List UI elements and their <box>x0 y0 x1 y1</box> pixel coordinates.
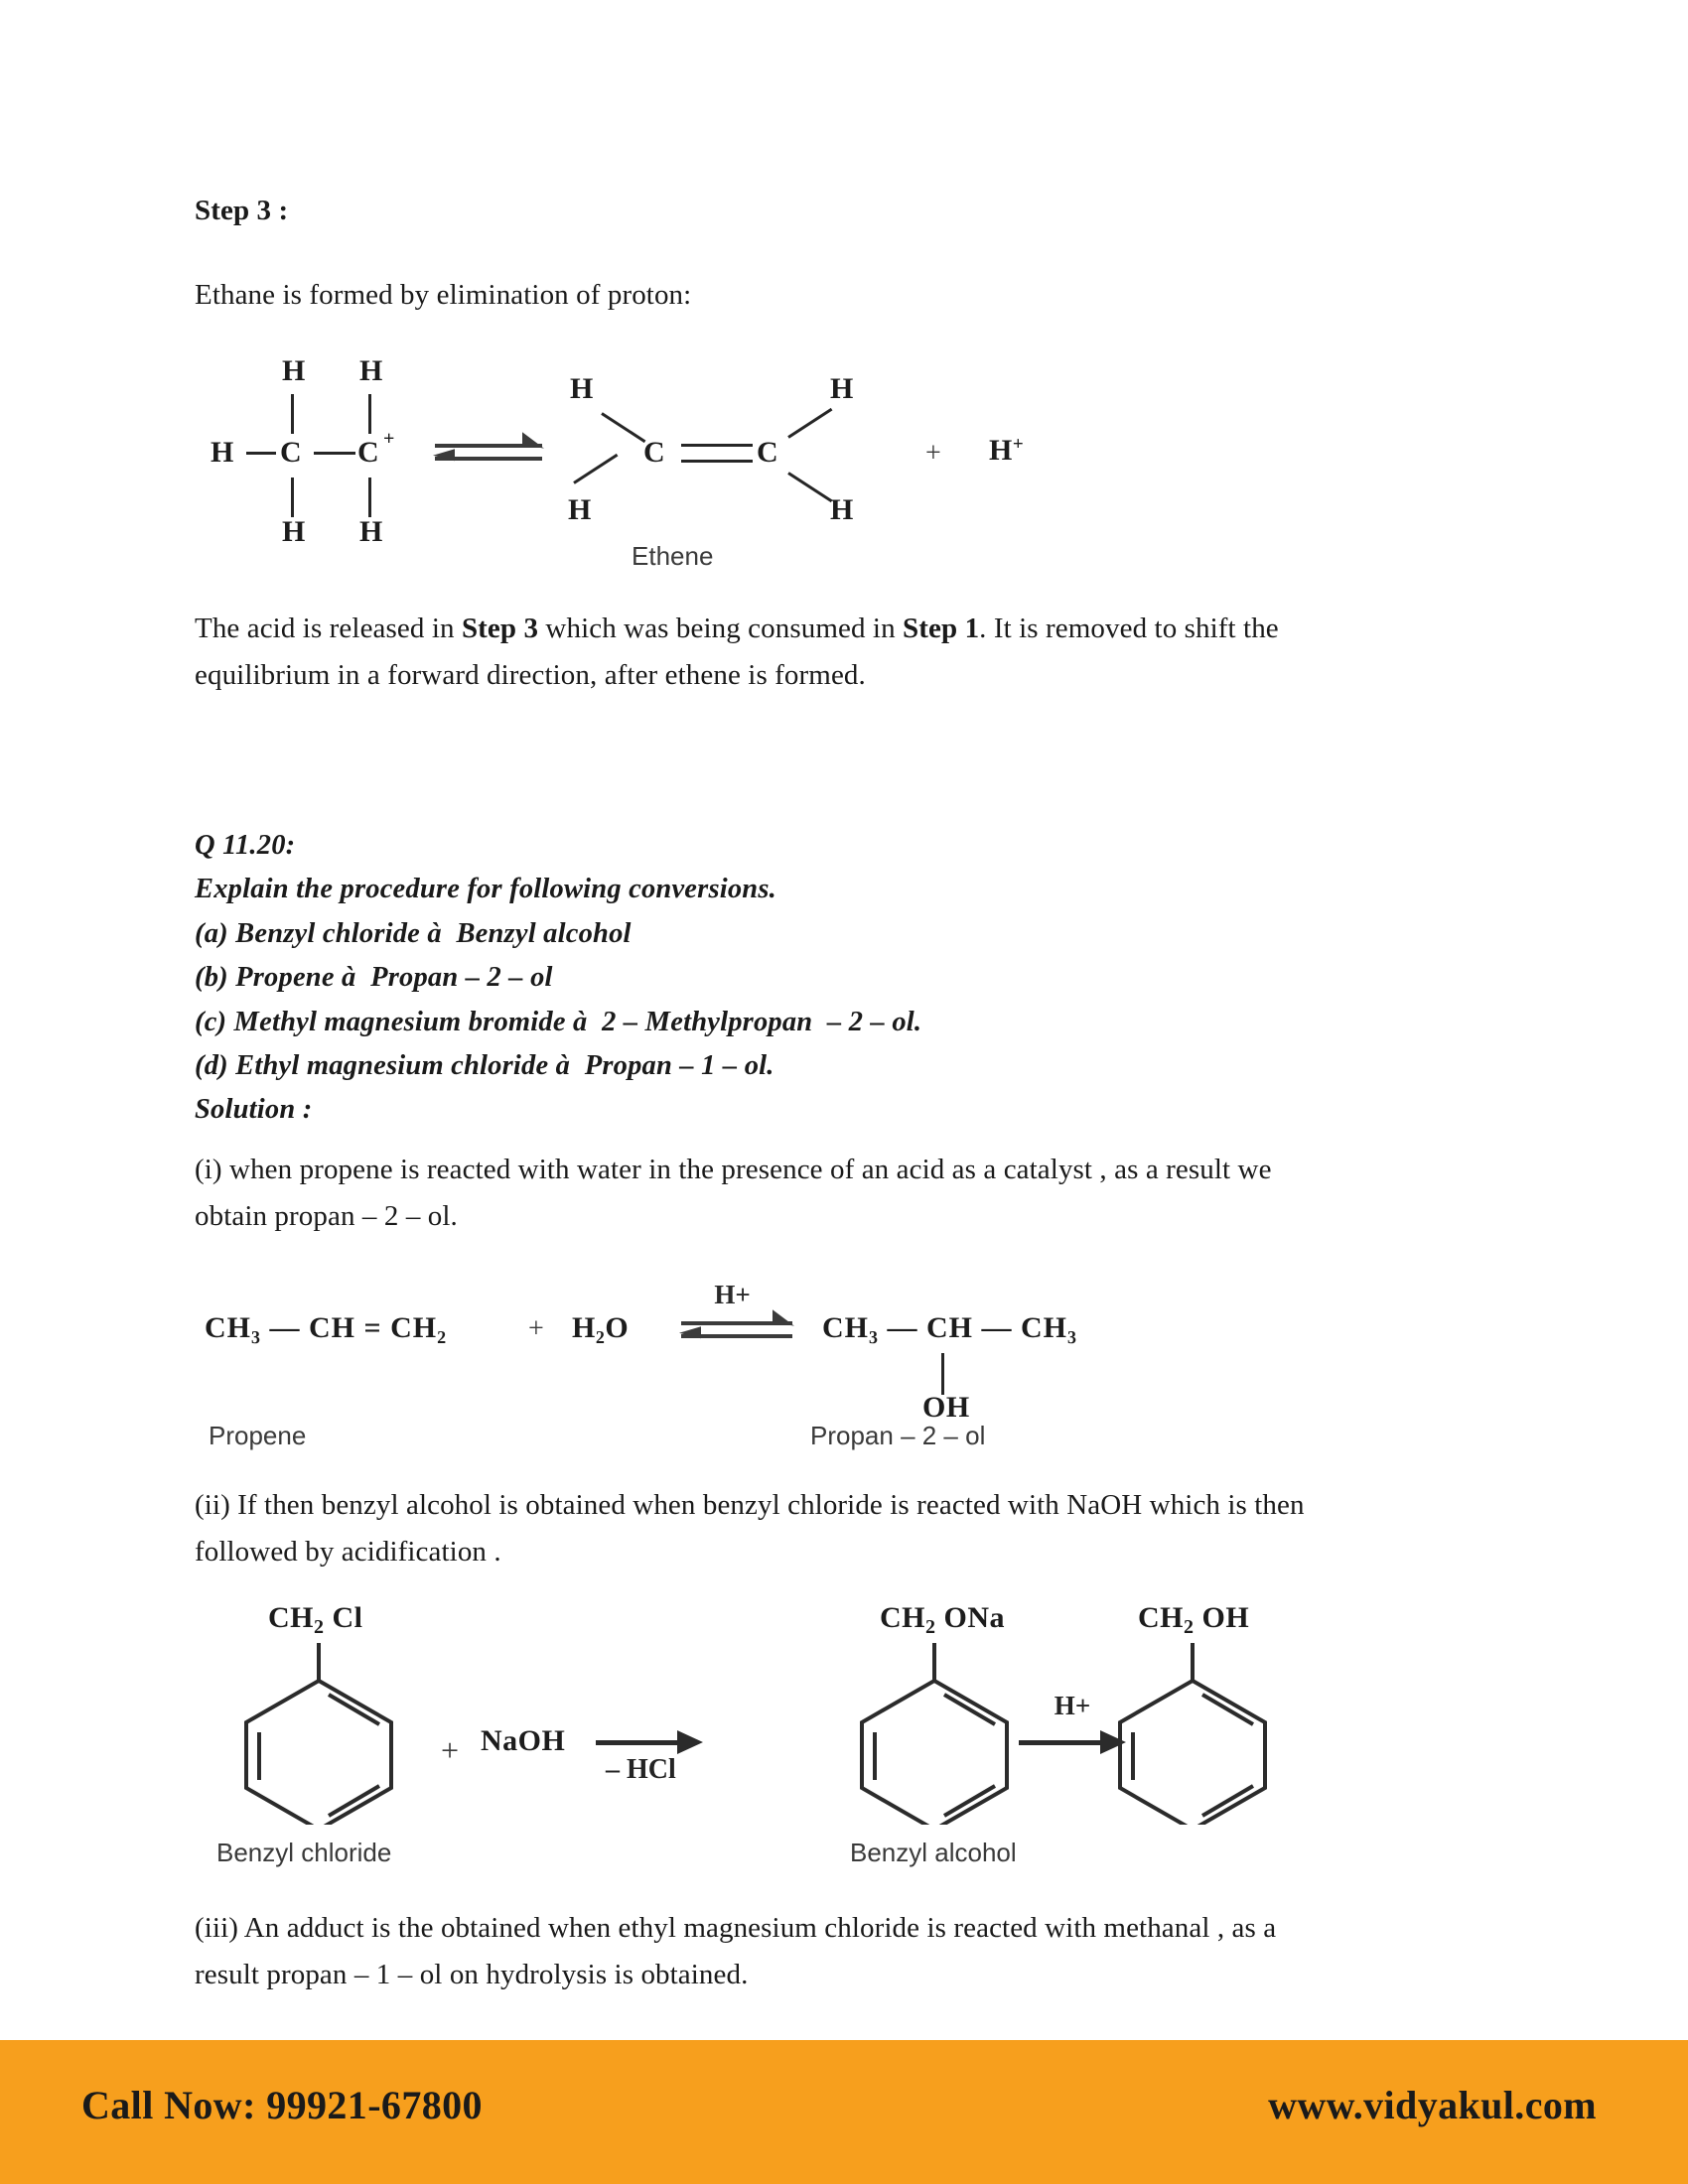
label-ch2cl: $CH_2$ Cl <box>268 1600 363 1638</box>
caption-propene: Propene <box>209 1420 307 1450</box>
para-frag-a: The acid is released in <box>195 612 462 644</box>
atom-h-bottom-left: H <box>282 514 306 548</box>
equilibrium-arrow-icon <box>681 1279 792 1341</box>
paragraph-acid-released <box>195 606 1346 699</box>
bond-vertical <box>941 1353 944 1395</box>
arrow-label-minus-hcl: – HCl <box>605 1753 676 1785</box>
atom-h-top-right: H <box>359 353 383 387</box>
caption-benzyl-alcohol: Benzyl alcohol <box>850 1837 1017 1867</box>
question-item-c: (c) Methyl magnesium bromide à 2 – Methylpropan – 2 – ol. <box>195 1006 922 1037</box>
formula-propene: CH₃ — CH = CH₂ <box>205 1310 448 1344</box>
question-item-a: (a) Benzyl chloride à Benzyl alcohol <box>195 917 632 949</box>
question-item-b: (b) Propene à Propan – 2 – ol <box>195 962 553 994</box>
footer-phone[interactable]: Call Now: 99921-67800 <box>81 2083 483 2127</box>
solution-part-i: (i) when propene is reacted with water in the presence of an acid as a catalyst , as a result we obtain propan – 2 – ol. <box>195 1153 1272 1232</box>
bond-diagonal <box>787 408 832 439</box>
bond-horizontal <box>314 452 355 455</box>
para-frag-c: . It is removed to shift the equilibrium in a forward direction, after ethene is formed. <box>195 612 1279 691</box>
bond-vertical <box>291 394 294 434</box>
bond-diagonal <box>573 454 618 484</box>
bond-vertical <box>368 478 371 517</box>
plus-sign: + <box>441 1731 460 1768</box>
arrow-label-proton: H+ <box>1054 1690 1091 1720</box>
atom-h-lower-left: H <box>568 492 592 526</box>
atom-h-upper-left: H <box>570 371 594 405</box>
equilibrium-arrow-icon <box>435 444 542 464</box>
benzene-ring-3 <box>1108 1641 1277 1830</box>
bond-vertical <box>368 394 371 434</box>
para-frag-b: which was being consumed in <box>538 612 904 644</box>
atom-c-left: C <box>280 435 303 469</box>
bond-diagonal <box>787 472 832 502</box>
bond-diagonal <box>601 412 645 443</box>
figure-propene-hydration <box>195 1274 1446 1452</box>
figure-benzyl-conversion <box>195 1600 1446 1867</box>
caption-benzyl-chloride: Benzyl chloride <box>216 1837 392 1867</box>
intro-line: Ethane is formed by elimination of proton: <box>195 278 692 311</box>
bond-vertical <box>291 478 294 517</box>
figure-ethene-formation <box>195 353 1446 571</box>
group-oh: OH <box>922 1390 970 1424</box>
footer-banner <box>0 2040 1688 2184</box>
footer-website[interactable]: www.vidyakul.com <box>1268 2083 1597 2127</box>
atom-c-right: C <box>357 435 380 469</box>
label-ch2ona: $CH_2$ ONa <box>880 1600 1005 1638</box>
benzene-ring-1 <box>234 1641 403 1830</box>
plus-sign: + <box>528 1312 544 1344</box>
page-content <box>195 194 1446 1998</box>
atom-c-left-product: C <box>643 435 666 469</box>
para-bold-step3: Step 3 <box>461 612 539 644</box>
question-item-d: (d) Ethyl magnesium chloride à Propan – 1 – ol. <box>195 1049 774 1081</box>
step-heading: Step 3 : <box>195 195 289 226</box>
bond-horizontal <box>246 452 276 455</box>
solution-part-ii: (ii) If then benzyl alcohol is obtained when benzyl chloride is reacted with NaOH which is then followed by acidification . <box>195 1488 1305 1568</box>
atom-h-lower-right: H <box>830 492 854 526</box>
reagent-naoh: NaOH <box>481 1723 566 1757</box>
para-bold-step1: Step 1 <box>903 612 980 644</box>
atom-h-upper-right: H <box>830 371 854 405</box>
question-block <box>195 824 1446 1133</box>
caption-ethene: Ethene <box>632 540 714 571</box>
atom-c-right-charge: + <box>383 427 395 450</box>
formula-propan-2-ol: CH₃ — CH — CH₃ <box>822 1310 1077 1344</box>
atom-c-right-product: C <box>757 435 779 469</box>
atom-h-left: H <box>211 435 234 469</box>
benzene-ring-2 <box>850 1641 1019 1830</box>
double-bond-top <box>681 444 753 447</box>
label-ch2oh: $CH_2$ OH <box>1138 1600 1250 1638</box>
formula-water: H₂O <box>572 1310 630 1344</box>
atom-proton: H+ <box>989 433 1025 467</box>
atom-h-top-left: H <box>282 353 306 387</box>
double-bond-bottom <box>681 460 753 463</box>
plus-sign: + <box>925 437 941 469</box>
question-prompt: Explain the procedure for following conversions. <box>195 874 776 905</box>
solution-label: Solution : <box>195 1094 313 1126</box>
atom-h-bottom-right: H <box>359 514 383 548</box>
caption-propan-2-ol: Propan – 2 – ol <box>810 1420 986 1450</box>
arrow-label-proton: H+ <box>714 1279 751 1309</box>
solution-part-iii: (iii) An adduct is the obtained when ethyl magnesium chloride is reacted with methanal , as a result propan – 1 – ol on hydrolysis is obtained. <box>195 1911 1277 1990</box>
question-number: Q 11.20: <box>195 829 296 861</box>
